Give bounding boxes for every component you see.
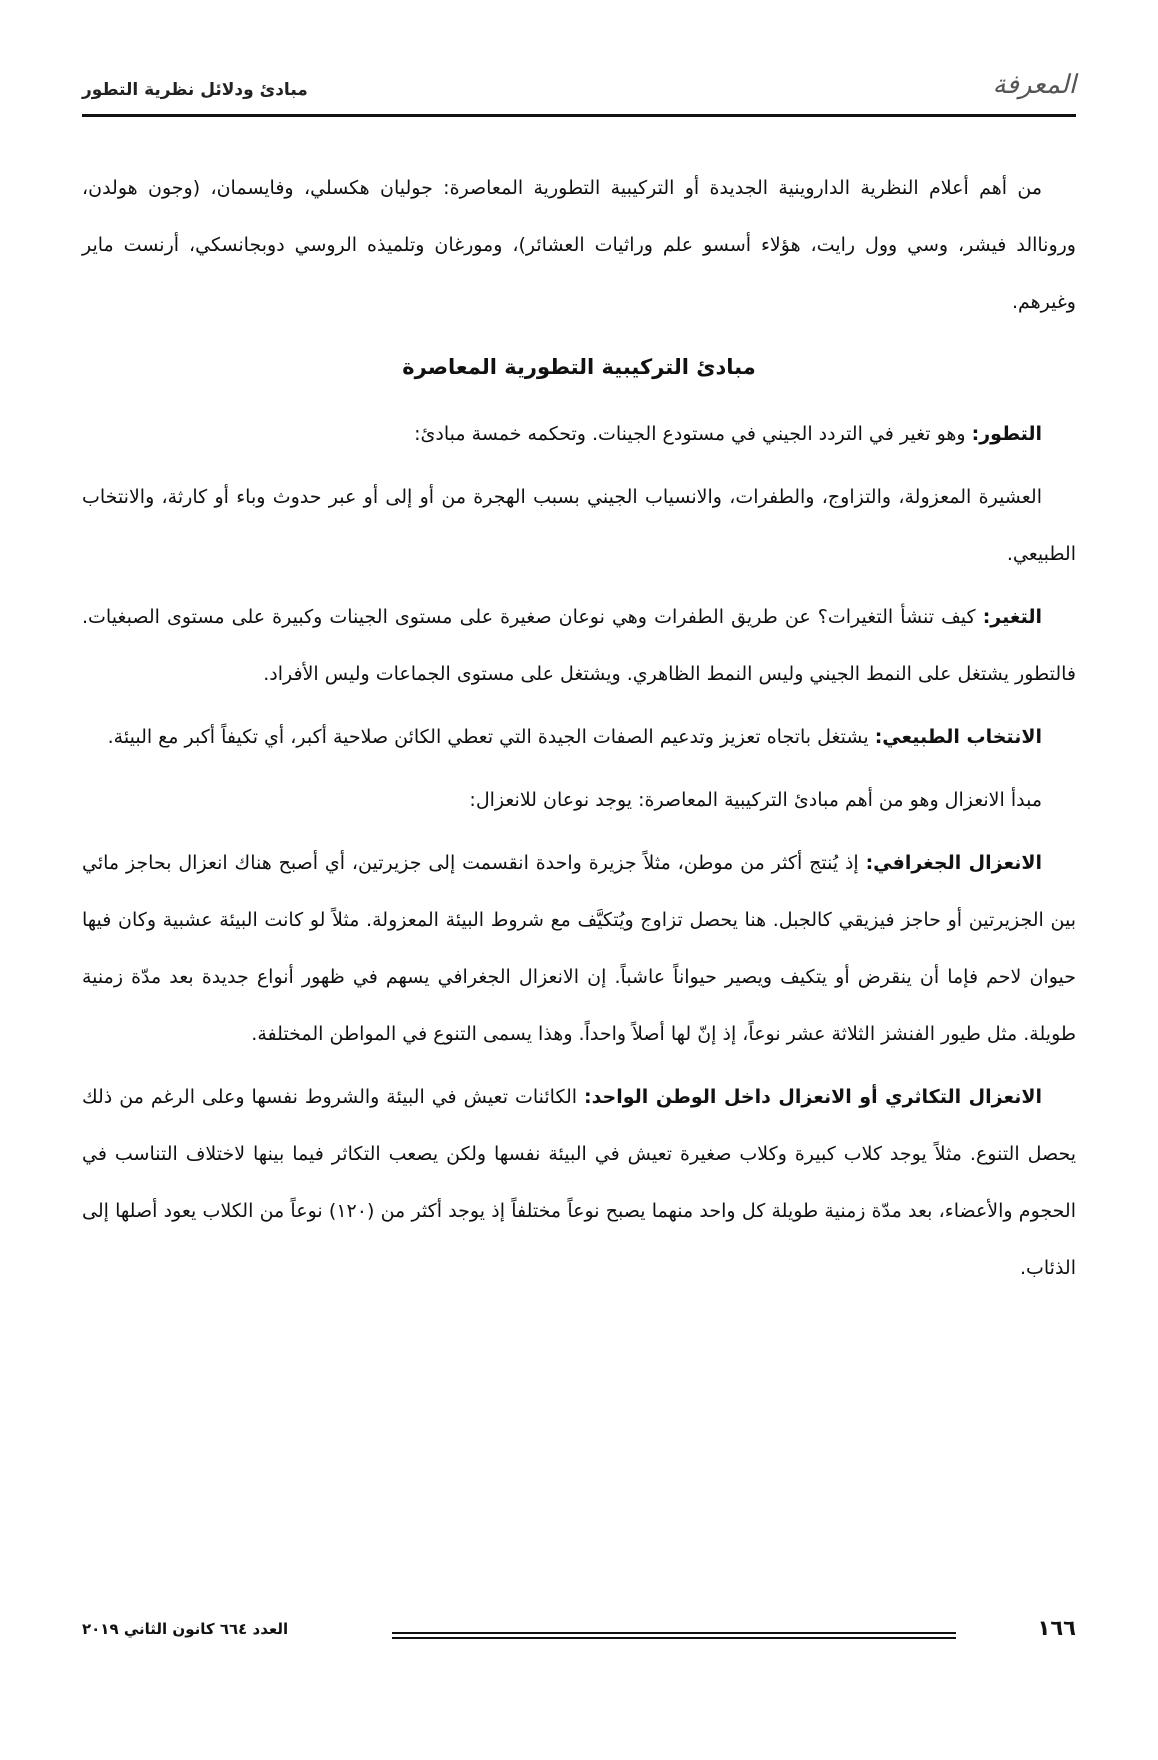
paragraph-principles — [82, 469, 1076, 583]
article-body — [82, 160, 1076, 1303]
paragraph-text: وهو تغير في التردد الجيني في مستودع الجينات. وتحكمه خمسة مبادئ: — [414, 423, 972, 445]
paragraph-text: مبدأ الانعزال وهو من أهم مبادئ التركيبية المعاصرة: يوجد نوعان للانعزال: — [469, 789, 1042, 811]
term-label: الانعزال التكاثري أو الانعزال داخل الوطن الواحد: — [583, 1086, 1042, 1108]
issue-info: العدد ٦٦٤ كانون الثاني ٢٠١٩ — [82, 1620, 289, 1638]
magazine-logo: المعرفة — [992, 70, 1076, 100]
running-title: مبادئ ودلائل نظرية التطور — [82, 80, 308, 100]
paragraph-text: إذ يُنتج أكثر من موطن، مثلاً جزيرة واحدة انقسمت إلى جزيرتين، أي أصبح هناك انعزال بحاجز مائي بين الجزيرتين أو حاجز فيزيقي كالجبل. هنا يحصل تزاوج ويُتكيَّف مع شروط البيئة المعزولة. مثلاً لو كانت البيئة عشبية وكان فيها حيوان لاحم فإما أن ينقرض أو يتكيف ويصير حيواناً عاشباً. إن الانعزال الجغرافي يسهم في ظهور أنواع جديدة بعد مدّة زمنية طويلة. مثل طيور الفنشز الثلاثة عشر نوعاً، إذ إنّ لها أصلاً واحداً. وهذا يسمى التنوع في المواطن المختلفة. — [82, 852, 1076, 1045]
paragraph-text: يشتغل باتجاه تعزيز وتدعيم الصفات الجيدة التي تعطي الكائن صلاحية أكبر، أي تكيفاً أكبر مع البيئة. — [107, 726, 875, 748]
paragraph-variation — [82, 589, 1076, 703]
page-footer — [82, 1616, 1076, 1652]
paragraph-reproductive-isolation — [82, 1069, 1076, 1297]
term-label: الانتخاب الطبيعي: — [874, 726, 1042, 748]
paragraph-text: الكائنات تعيش في البيئة والشروط نفسها وعلى الرغم من ذلك يحصل التنوع. مثلاً يوجد كلاب كبيرة وكلاب صغيرة تعيش في البيئة نفسها ولكن يصعب التكاثر فيما بينها لاختلاف التناسب في الحجوم والأعضاء، بعد مدّة زمنية طويلة كل واحد منهما يصبح نوعاً مختلفاً إذ يوجد أكثر من (١٢٠) نوعاً من الكلاب يعود أصلها إلى الذئاب. — [82, 1086, 1076, 1279]
term-label: التغير: — [982, 606, 1042, 628]
paragraph-natural-selection — [82, 709, 1076, 766]
paragraph-text: كيف تنشأ التغيرات؟ عن طريق الطفرات وهي نوعان صغيرة على مستوى الجينات وكبيرة على مستوى الصبغيات. فالتطور يشتغل على النمط الجيني وليس النمط الظاهري. ويشتغل على مستوى الجماعات وليس الأفراد. — [82, 606, 1076, 685]
section-heading: مبادئ التركيبية التطورية المعاصرة — [402, 355, 756, 379]
paragraph-isolation-principle — [82, 772, 1076, 829]
term-label: التطور: — [971, 423, 1042, 445]
page-number: ١٦٦ — [1037, 1616, 1076, 1640]
paragraph-geographic-isolation — [82, 835, 1076, 1063]
paragraph-text: من أهم أعلام النظرية الداروينية الجديدة أو التركيبية التطورية المعاصرة: جوليان هكسلي، وفايسمان، (وجون هولدن، وروناالد فيشر، وسي وول رايت، هؤلاء أسسو علم وراثيات العشائر)، ومورغان وتلميذه الروسي دوبجانسكي، أرنست ماير وغيرهم. — [82, 177, 1076, 313]
footer-divider — [392, 1632, 956, 1639]
page-header — [82, 70, 1076, 117]
paragraph-evolution — [82, 406, 1076, 463]
term-label: الانعزال الجغرافي: — [865, 852, 1042, 874]
intro-paragraph — [82, 160, 1076, 331]
paragraph-text: العشيرة المعزولة، والتزاوج، والطفرات، والانسياب الجيني بسبب الهجرة من أو إلى أو عبر حدوث وباء أو كارثة، والانتخاب الطبيعي. — [82, 486, 1076, 565]
